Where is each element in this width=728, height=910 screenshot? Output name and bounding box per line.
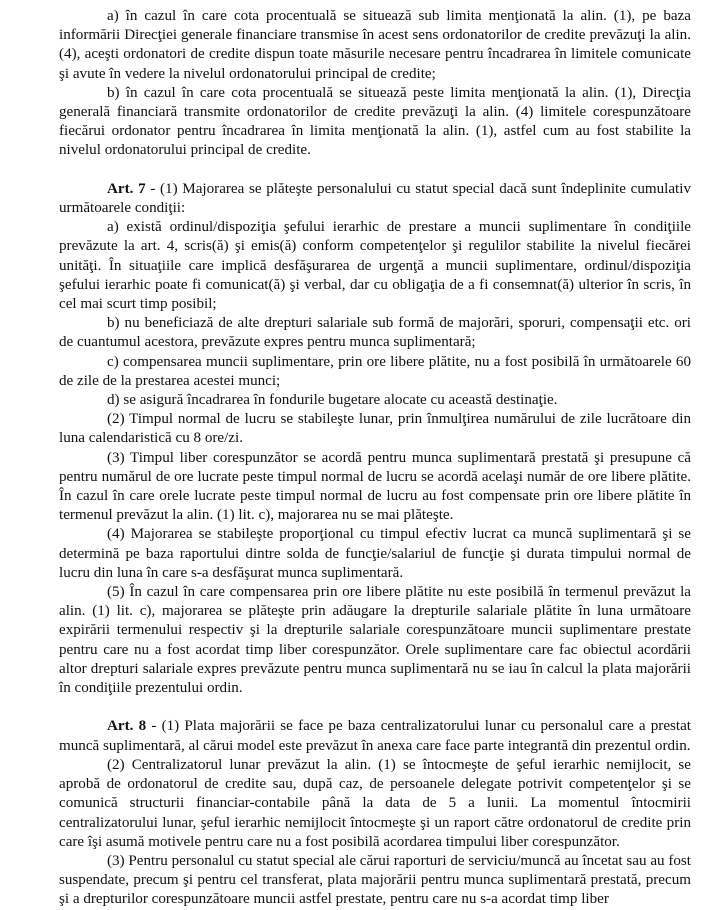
- intro-section: [59, 7, 691, 161]
- art7-paragraph-4: (4) Majorarea se stabileşte proporţional cu timpul efectiv lucrat ca muncă suplimentară şi se determină pe baza raportului dintre solda de funcţie/salariul de funcţie şi durata timpului normal de lucru din luna în care s-a desfăşurat munca suplimentară.: [59, 526, 691, 581]
- art8-paragraph-1: [59, 717, 691, 755]
- art7-paragraph-2: (2) Timpul normal de lucru se stabileşte lunar, prin înmulţirea numărului de zile lucrătoare din luna calendaristică cu 8 ore/zi.: [59, 411, 691, 447]
- art8-paragraph-1-text: - (1) Plata majorării se face pe baza centralizatorului lunar cu personalul care a prestat muncă suplimentară, al cărui model este prevăzut în anexa care face parte integrantă din prezentul ordin.: [59, 718, 691, 754]
- section-divider: [59, 698, 691, 717]
- intro-paragraph-b: b) în cazul în care cota procentuală se situează peste limita menţionată la alin. (1), Direcţia generală financiară transmite ordonatorilor de credite prevăzuţi la alin. (4) limitele corespunzătoare fiecărui ordonator pentru încadrarea în limita menţionată la alin. (1), astfel cum au fost stabilite la nivelul ordonatorului principal de credite.: [59, 84, 691, 159]
- document-page: [59, 7, 691, 910]
- art8-paragraph-2: (2) Centralizatorul lunar prevăzut la alin. (1) se întocmeşte de şeful ierarhic nemijlocit, se aprobă de ordonatorul de credite sau, după caz, de persoanele delegate potrivit competenţelor şi se comunică structurii financiar-contabile până la data de 5 a lunii. La momentul întocmirii centralizatorului lunar, şeful ierarhic nemijlocit întocmeşte şi un raport către ordonatorul de credite prin care îşi asumă motivele pentru care nu a fost posibilă acordarea timpului liber corespunzător.: [59, 756, 691, 850]
- art7-paragraph-3: (3) Timpul liber corespunzător se acordă pentru munca suplimentară prestată şi presupune că pentru numărul de ore lucrate peste timpul normal de lucru se acordă acelaşi număr de ore libere plătite. În cazul în care orele lucrate peste timpul normal de lucru au fost compensate prin ore libere plătite în termenul prevăzut la alin. (1) lit. c), majorarea nu se mai plăteşte.: [59, 449, 691, 524]
- art7-paragraph-1-text: - (1) Majorarea se plăteşte personalului cu statut special dacă sunt îndeplinite cumulativ următoarele condiţii:: [59, 180, 691, 217]
- intro-paragraph-a: a) în cazul în care cota procentuală se situează sub limita menţionată la alin. (1), pe baza informării Direcţiei generale financiare transmise în acest sens ordonatorilor de credite prevăzuţi la alin. (4), aceşti ordonatori de credite dispun toate măsurile necesare pentru încadrarea în limitele comunicate şi avute în vedere la nivelul ordonatorului principal de credite;: [59, 8, 691, 82]
- art7-paragraph-1: [59, 180, 691, 218]
- art7-heading: Art. 7: [107, 180, 146, 197]
- art7-paragraph-c: c) compensarea muncii suplimentare, prin ore libere plătite, nu a fost posibilă în următoarele 60 de zile de la prestarea acestei munci;: [59, 353, 691, 389]
- article-8: [59, 717, 691, 909]
- art7-paragraph-b: b) nu beneficiază de alte drepturi salariale sub formă de majorări, sporuri, compensaţii etc. ori de cuantumul acestora, prevăzute expres pentru munca suplimentară;: [59, 315, 691, 351]
- section-divider: [59, 161, 691, 180]
- article-7: [59, 180, 691, 698]
- art8-heading: Art. 8: [107, 718, 147, 735]
- art7-paragraph-5: (5) În cazul în care compensarea prin ore libere plătite nu este posibilă în termenul prevăzut la alin. (1) lit. c), majorarea se plăteşte prin adăugare la drepturile salariale plătite în luna următoare expirării termenului respectiv şi la drepturile salariale corespunzătoare muncii suplimentare prestate pentru care nu a fost acordat timp liber corespunzător. Orele suplimentare care fac obiectul acordării altor drepturi salariale expres prevăzute pentru munca suplimentară nu se iau în calcul la plata majorării în condiţiile prezentului ordin.: [59, 584, 691, 697]
- art7-paragraph-d: d) se asigură încadrarea în fondurile bugetare alocate cu această destinaţie.: [107, 392, 558, 409]
- art8-paragraph-3: (3) Pentru personalul cu statut special ale cărui raporturi de serviciu/muncă au încetat sau au fost suspendate, precum şi pentru cel transferat, plata majorării pentru munca suplimentară prestată, precum şi a drepturilor corespunzătoare muncii astfel prestate, pentru care nu s-a acordat timp liber: [59, 852, 691, 908]
- art7-paragraph-a: a) există ordinul/dispoziţia şefului ierarhic de prestare a muncii suplimentare în condiţiile prevăzute la art. 4, scris(ă) şi emis(ă) conform competenţelor şi regulilor stabilite la nivelul fiecărei unităţi. În situaţiile care implică desfăşurarea de urgenţă a muncii suplimentare, ordinul/dispoziţia şefului ierarhic poate fi comunicat(ă) şi verbal, dar cu obligaţia de a fi consemnat(ă) ulterior în scris, în cel mai scurt timp posibil;: [59, 219, 691, 313]
